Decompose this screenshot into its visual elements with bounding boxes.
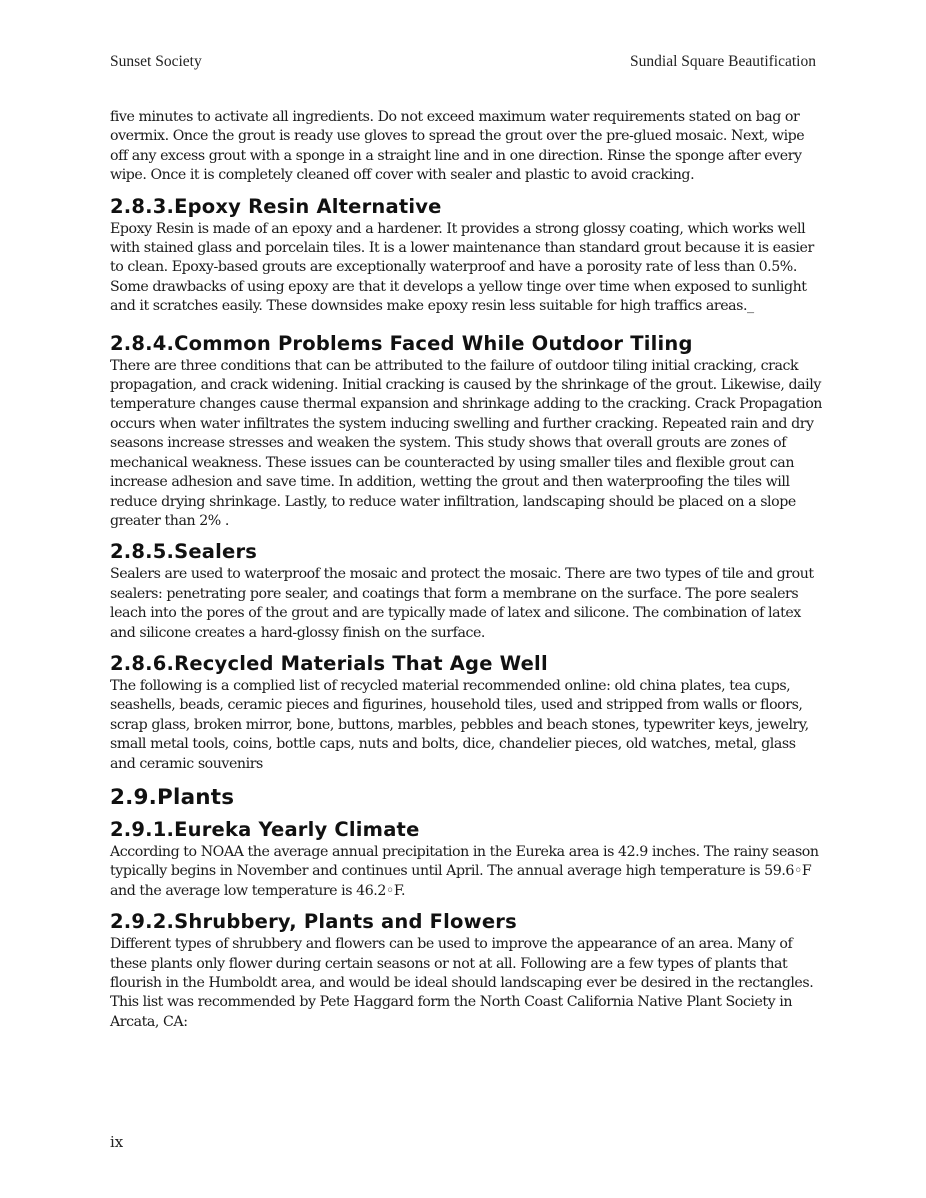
paragraph-2-8-3: Epoxy Resin is made of an epoxy and a hardener. It provides a strong glossy coating, which works well with stained glass and porcelain tiles. It is a lower maintenance than standard grout because it is easier to clean. Epoxy-based grouts are exceptionally waterproof and have a porosity rate of less than 0.5%. Some drawbacks of using epoxy are that it develops a yellow tinge over time when exposed to sunlight and it scratches easily. These downsides make epoxy resin less suitable for high traffics areas._ (110, 220, 814, 315)
heading-2-8-4: 2.8.4.Common Problems Faced While Outdoor Tiling (110, 331, 693, 355)
page-body (110, 108, 822, 1032)
paragraph-2-9-1: According to NOAA the average annual precipitation in the Eureka area is 42.9 inches. The rainy season typically begins in November and continues until April. The annual average high temperature is 59.6◦F and the average low temperature is 46.2◦F. (110, 843, 819, 899)
paragraph-2-9-2: Different types of shrubbery and flowers can be used to improve the appearance of an area. Many of these plants only flower during certain seasons or not at all. Following are a few types of plants that flourish in the Humboldt area, and would be ideal should landscaping ever be desired in the rectangles. This list was recommended by Pete Haggard form the North Coast California Native Plant Society in Arcata, CA: (110, 936, 814, 1030)
intro-paragraph: five minutes to activate all ingredients. Do not exceed maximum water requirements stated on bag or overmix. Once the grout is ready use gloves to spread the grout over the pre-glued mosaic. Next, wipe off any excess grout with a sponge in a straight line and in one direction. Rinse the sponge after every wipe. Once it is completely cleaned off cover with sealer and plastic to avoid cracking. (110, 109, 805, 184)
paragraph-2-8-4: There are three conditions that can be attributed to the failure of outdoor tiling initial cracking, crack propagation, and crack widening. Initial cracking is caused by the shrinkage of the grout. Likewise, daily temperature changes cause thermal expansion and shrinkage adding to the cracking. Crack Propagation occurs when water infiltrates the system inducing swelling and further cracking. Repeated rain and dry seasons increase stresses and weaken the system. This study shows that overall grouts are zones of mechanical weakness. These issues can be counteracted by using smaller tiles and flexible grout can increase adhesion and save time. In addition, wetting the grout and then waterproofing the tiles will reduce drying shrinkage. Lastly, to reduce water infiltration, landscaping should be placed on a slope greater than 2% . (110, 357, 822, 529)
page-number: ix (110, 1133, 124, 1151)
paragraph-2-8-5: Sealers are used to waterproof the mosaic and protect the mosaic. There are two types of tile and grout sealers: penetrating pore sealer, and coatings that form a membrane on the surface. The pore sealers leach into the pores of the grout and are typically made of latex and silicone. The combination of latex and silicone creates a hard-glossy finish on the surface. (110, 566, 814, 641)
heading-2-8-3: 2.8.3.Epoxy Resin Alternative (110, 194, 442, 218)
heading-2-9: 2.9.Plants (110, 784, 235, 810)
heading-2-9-2: 2.9.2.Shrubbery, Plants and Flowers (110, 910, 517, 934)
paragraph-2-8-6: The following is a complied list of recycled material recommended online: old china plates, tea cups, seashells, beads, ceramic pieces and figurines, household tiles, used and stripped from walls or floors, scrap glass, broken mirror, bone, buttons, marbles, pebbles and beach stones, typewriter keys, jewelry, small metal tools, coins, bottle caps, nuts and bolts, dice, chandelier pieces, old watches, metal, glass and ceramic souvenirs (110, 677, 809, 772)
heading-2-9-1: 2.9.1.Eureka Yearly Climate (110, 817, 420, 841)
running-header-right: Sundial Square Beautification (630, 53, 816, 70)
heading-2-8-6: 2.8.6.Recycled Materials That Age Well (110, 651, 548, 675)
heading-2-8-5: 2.8.5.Sealers (110, 540, 258, 564)
running-header-left: Sunset Society (110, 53, 202, 70)
